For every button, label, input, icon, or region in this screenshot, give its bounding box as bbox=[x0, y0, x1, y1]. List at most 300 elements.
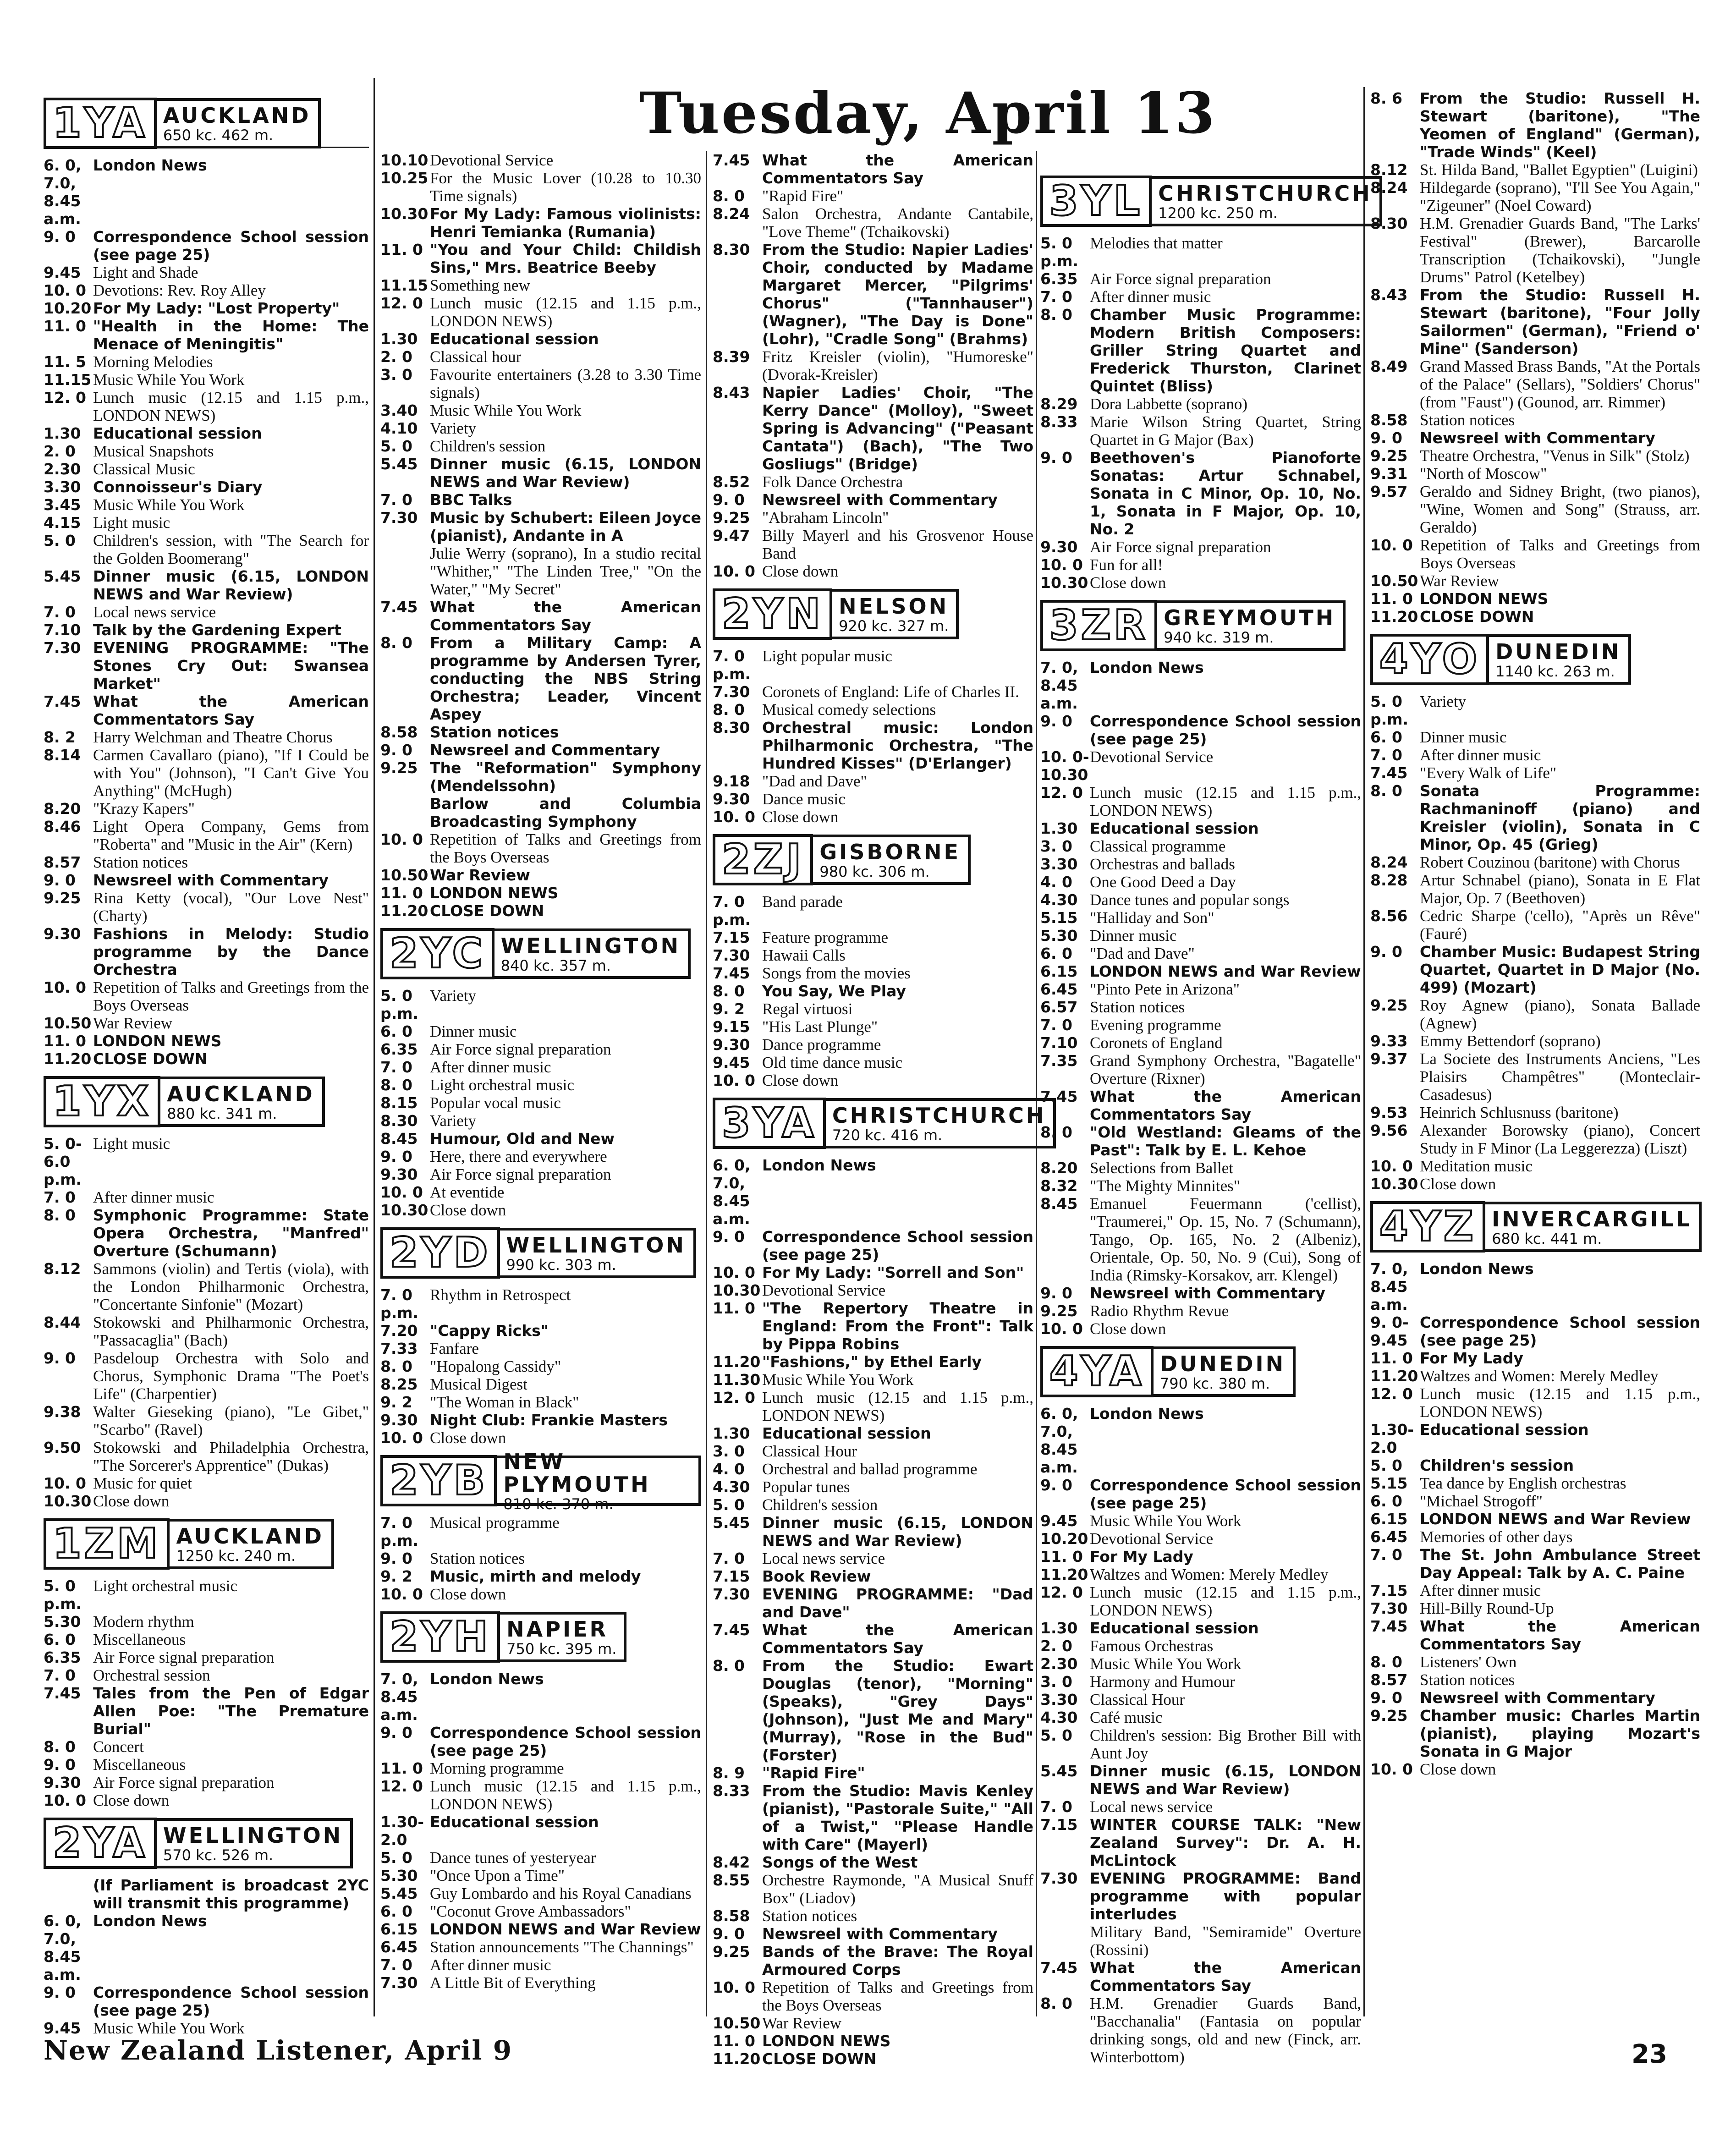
program-description: "The Repertory Theatre in England: From the Front": Talk by Pippa Robins bbox=[762, 1299, 1033, 1353]
program-listing bbox=[1040, 1177, 1361, 1195]
program-listing bbox=[1370, 1175, 1700, 1193]
program-description: Feature programme bbox=[762, 928, 889, 946]
program-description: Variety bbox=[430, 419, 477, 437]
program-time: 8.52 bbox=[713, 473, 750, 491]
program-description: Musical programme bbox=[430, 1514, 560, 1532]
program-listing bbox=[1370, 483, 1700, 536]
program-time bbox=[380, 544, 430, 598]
program-time: 7.45 bbox=[713, 964, 750, 982]
program-time: 9.18 bbox=[713, 772, 750, 790]
program-listing bbox=[44, 1876, 369, 1912]
program-description: Air Force signal preparation bbox=[430, 1165, 611, 1183]
program-time: 9.25 bbox=[713, 509, 750, 527]
page-number: 23 bbox=[1632, 2039, 1667, 2069]
program-time: 1.30 bbox=[380, 330, 418, 348]
program-time: 3.30 bbox=[1040, 1691, 1078, 1709]
program-listing bbox=[1370, 1671, 1700, 1689]
program-listing bbox=[713, 187, 1033, 205]
program-description: Repetition of Talks and Greetings from the Boys Overseas bbox=[762, 1978, 1033, 2014]
station-info bbox=[170, 1519, 334, 1569]
station-info bbox=[1485, 1202, 1702, 1252]
program-listing bbox=[380, 1514, 701, 1549]
program-listing bbox=[44, 1439, 369, 1474]
station-frequency: 810 kc. 370 m. bbox=[503, 1495, 614, 1513]
program-listing bbox=[1040, 909, 1361, 927]
program-time: 7.15 bbox=[1370, 1582, 1408, 1599]
program-listing bbox=[44, 1260, 369, 1313]
program-listing bbox=[380, 1549, 701, 1567]
program-listing bbox=[380, 1322, 701, 1340]
program-time: 10. 0 bbox=[44, 1474, 86, 1492]
program-description: Newsreel and Commentary bbox=[430, 741, 660, 759]
program-description: Station notices bbox=[93, 853, 188, 871]
program-time: 5. 0-6.0 p.m. bbox=[44, 1135, 82, 1188]
program-time: 9.30 bbox=[44, 925, 81, 943]
program-time: 9. 0 bbox=[380, 1724, 412, 1741]
station-info bbox=[157, 98, 321, 148]
program-description: Station notices bbox=[762, 1907, 857, 1925]
program-listing bbox=[1370, 1385, 1700, 1421]
program-description: "Dad and Dave" bbox=[762, 772, 867, 790]
program-time: 8.12 bbox=[44, 1260, 81, 1278]
program-time: 8.43 bbox=[713, 384, 750, 401]
program-listing bbox=[380, 330, 701, 348]
program-description: London News bbox=[762, 1156, 876, 1174]
program-description: After dinner music bbox=[430, 1956, 551, 1974]
program-description: From the Studio: Russell H. Stewart (baritone), "The Yeomen of England" (German), "Trade Winds" (Keel) bbox=[1420, 89, 1700, 161]
program-time: 7.45 bbox=[44, 1684, 81, 1702]
station-callsign: 2ZJ bbox=[713, 834, 813, 885]
program-description: Chamber Music: Budapest String Quartet, Quartet in D Major (No. 499) (Mozart) bbox=[1420, 943, 1700, 996]
station-info bbox=[832, 589, 959, 639]
station-city: GISBORNE bbox=[819, 840, 961, 864]
program-time: 11. 0 bbox=[1370, 590, 1413, 608]
program-description: Close down bbox=[762, 562, 839, 580]
program-listing bbox=[1040, 1959, 1361, 1994]
program-description: Educational session bbox=[1090, 819, 1259, 837]
program-listing bbox=[380, 1201, 701, 1219]
program-time: 9.47 bbox=[713, 527, 750, 544]
program-listing bbox=[380, 1759, 701, 1777]
program-time: 5.45 bbox=[713, 1514, 750, 1532]
program-time: 7. 0, 8.45 a.m. bbox=[1040, 659, 1078, 712]
program-description: London News bbox=[1090, 1405, 1204, 1423]
program-listing bbox=[44, 1014, 369, 1032]
program-listing bbox=[713, 1036, 1033, 1054]
station-header bbox=[380, 1227, 701, 1279]
program-description: Rina Ketty (vocal), "Our Love Nest" (Charty) bbox=[93, 889, 369, 925]
program-listing bbox=[1040, 1994, 1361, 2066]
program-description: "Every Walk of Life" bbox=[1420, 764, 1557, 782]
program-listing bbox=[1040, 1530, 1361, 1548]
program-listing bbox=[1040, 1798, 1361, 1816]
program-description: Chamber music: Charles Martin (pianist), playing Mozart's Sonata in G Major bbox=[1420, 1707, 1700, 1760]
program-time: 10.20 bbox=[1040, 1530, 1088, 1548]
station-callsign: 3YA bbox=[713, 1098, 826, 1149]
station-info bbox=[157, 1818, 353, 1868]
program-description: "Michael Strogoff" bbox=[1420, 1492, 1543, 1510]
station-city: CHRISTCHURCH bbox=[832, 1103, 1046, 1128]
program-time: 9.45 bbox=[1040, 1512, 1078, 1530]
program-description: Music While You Work bbox=[1090, 1512, 1242, 1530]
program-time: 10.30 bbox=[44, 1492, 92, 1510]
program-listing bbox=[1370, 746, 1700, 764]
program-time: 5. 0 bbox=[1040, 1726, 1072, 1744]
program-time: 7. 0, 8.45 a.m. bbox=[1370, 1260, 1408, 1313]
program-listing bbox=[44, 1032, 369, 1050]
program-time: 11.20 bbox=[713, 1353, 761, 1371]
program-listing bbox=[44, 978, 369, 1014]
column-divider bbox=[706, 151, 707, 2016]
program-time: 4.10 bbox=[380, 419, 418, 437]
station-info bbox=[497, 1449, 701, 1513]
program-listing bbox=[44, 299, 369, 317]
program-description: Miscellaneous bbox=[93, 1756, 186, 1774]
program-description: Heinrich Schlusnuss (baritone) bbox=[1420, 1104, 1619, 1121]
program-listing bbox=[380, 1867, 701, 1884]
station-header bbox=[44, 1076, 369, 1127]
station-frequency: 650 kc. 462 m. bbox=[163, 126, 274, 144]
program-description: Light music bbox=[93, 1135, 170, 1153]
program-description: Hildegarde (soprano), "I'll See You Again," "Zigeuner" (Noel Coward) bbox=[1420, 179, 1700, 214]
program-description: At eventide bbox=[430, 1183, 505, 1201]
program-listing bbox=[380, 741, 701, 759]
program-time: 7.15 bbox=[713, 1567, 750, 1585]
program-description: Lunch music (12.15 and 1.15 p.m., LONDON NEWS) bbox=[1420, 1385, 1700, 1421]
program-description: Correspondence School session (see page 25) bbox=[1090, 1476, 1361, 1512]
program-time: 7. 0 bbox=[44, 603, 76, 621]
program-listing bbox=[1040, 998, 1361, 1016]
program-time: 10. 0 bbox=[1370, 536, 1413, 554]
program-listing bbox=[44, 1666, 369, 1684]
column-3 bbox=[713, 151, 1046, 2068]
program-description: Morning Melodies bbox=[93, 353, 213, 371]
program-description: Musical Digest bbox=[430, 1375, 527, 1393]
program-description: Orchestral and ballad programme bbox=[762, 1460, 978, 1478]
program-listing bbox=[380, 1585, 701, 1603]
program-time: 11.20 bbox=[44, 1050, 92, 1068]
program-time: 5. 0 bbox=[713, 1496, 745, 1514]
column-divider bbox=[1036, 151, 1037, 2016]
program-description: Famous Orchestras bbox=[1090, 1637, 1214, 1655]
program-description: What the American Commentators Say bbox=[1090, 1959, 1361, 1994]
program-listing bbox=[1370, 214, 1700, 286]
program-description: Military Band, "Semiramide" Overture (Rossini) bbox=[1090, 1923, 1361, 1959]
program-time: 5.45 bbox=[380, 455, 418, 473]
station-header bbox=[1370, 1201, 1700, 1253]
program-listing bbox=[1040, 574, 1361, 592]
station-info bbox=[813, 835, 971, 885]
program-listing bbox=[1370, 465, 1700, 483]
station-city: DUNEDIN bbox=[1159, 1351, 1286, 1376]
program-time: 7.10 bbox=[1040, 1034, 1078, 1052]
program-description: CLOSE DOWN bbox=[1420, 608, 1534, 626]
program-listing bbox=[713, 1657, 1033, 1764]
station-callsign: 2YC bbox=[380, 928, 494, 979]
program-listing bbox=[713, 1478, 1033, 1496]
program-description: Devotional Service bbox=[430, 151, 554, 169]
program-description: Napier Ladies' Choir, "The Kerry Dance" (Molloy), "Sweet Spring is Advancing" ("Peasant Cantata") (Bach), "The Two Gosliugs" (Bridge) bbox=[762, 384, 1033, 473]
program-description: Café music bbox=[1090, 1709, 1163, 1726]
program-description: "Dad and Dave" bbox=[1090, 945, 1195, 962]
station-info bbox=[1152, 176, 1382, 226]
program-description: Music While You Work bbox=[93, 2019, 245, 2037]
program-listing bbox=[1370, 907, 1700, 943]
program-description: Fashions in Melody: Studio programme by the Dance Orchestra bbox=[93, 925, 369, 978]
station-city: WELLINGTON bbox=[500, 934, 681, 958]
program-time: 7.30 bbox=[713, 1585, 750, 1603]
program-listing bbox=[1040, 1016, 1361, 1034]
program-time: 10.30 bbox=[713, 1281, 761, 1299]
station-frequency: 1200 kc. 250 m. bbox=[1158, 204, 1278, 222]
station-frequency: 920 kc. 327 m. bbox=[839, 617, 949, 635]
station-frequency: 840 kc. 357 m. bbox=[500, 957, 611, 974]
program-listing bbox=[380, 366, 701, 401]
station-header bbox=[1040, 176, 1372, 227]
program-listing bbox=[380, 169, 701, 205]
program-description: For My Lady: Famous violinists: Henri Temianka (Rumania) bbox=[430, 205, 701, 241]
program-time: 9.25 bbox=[1040, 1302, 1078, 1320]
program-time: 5.30 bbox=[1040, 927, 1078, 945]
program-time: 9. 0-9.45 bbox=[1370, 1313, 1409, 1349]
program-time: 6.15 bbox=[1040, 962, 1078, 980]
program-description: What the American Commentators Say bbox=[1420, 1617, 1700, 1653]
program-listing bbox=[44, 1738, 369, 1756]
program-listing bbox=[713, 982, 1033, 1000]
program-description: For the Music Lover (10.28 to 10.30 Time signals) bbox=[430, 169, 701, 205]
program-description: London News bbox=[1090, 659, 1204, 676]
program-listing bbox=[380, 1938, 701, 1956]
program-description: Correspondence School session (see page 25) bbox=[1090, 712, 1361, 748]
program-time: 7.15 bbox=[1040, 1816, 1078, 1834]
program-time: 7. 0 bbox=[1040, 1798, 1072, 1816]
program-description: A Little Bit of Everything bbox=[430, 1974, 596, 1992]
program-time: 5. 0 bbox=[1370, 1456, 1402, 1474]
station-header bbox=[1040, 1346, 1361, 1397]
program-description: Orchestral session bbox=[93, 1666, 210, 1684]
station-frequency: 680 kc. 441 m. bbox=[1492, 1230, 1602, 1247]
program-listing bbox=[380, 544, 701, 598]
program-time: 8. 2 bbox=[44, 728, 76, 746]
program-listing bbox=[713, 1264, 1033, 1281]
program-description: Lunch music (12.15 and 1.15 p.m., LONDON NEWS) bbox=[762, 1389, 1033, 1424]
program-listing bbox=[713, 1853, 1033, 1871]
program-time: 9. 0 bbox=[380, 741, 412, 759]
program-description: Harmony and Humour bbox=[1090, 1673, 1235, 1691]
program-time: 8. 0 bbox=[380, 634, 412, 652]
program-listing bbox=[1040, 1673, 1361, 1691]
program-listing bbox=[713, 1018, 1033, 1036]
program-listing bbox=[1370, 728, 1700, 746]
station-header bbox=[380, 928, 701, 979]
program-listing bbox=[713, 1907, 1033, 1925]
program-description: Pasdeloup Orchestra with Solo and Chorus, Symphonic Drama "The Poet's Life" (Charpentier) bbox=[93, 1349, 369, 1403]
program-time: 3. 0 bbox=[1040, 1673, 1072, 1691]
program-time: 5. 0 bbox=[44, 532, 76, 549]
program-listing bbox=[380, 294, 701, 330]
program-time: 9.25 bbox=[1370, 447, 1408, 465]
program-listing bbox=[380, 1340, 701, 1357]
program-time: 8.25 bbox=[380, 1375, 418, 1393]
program-description: LONDON NEWS bbox=[93, 1032, 222, 1050]
program-listing bbox=[44, 156, 369, 228]
program-time: 10.30 bbox=[380, 205, 429, 223]
program-time: 9.30 bbox=[380, 1411, 418, 1429]
program-listing bbox=[1370, 1528, 1700, 1546]
program-listing bbox=[380, 1920, 701, 1938]
program-time: 3.30 bbox=[1040, 855, 1078, 873]
program-time: 1.30 bbox=[1040, 1619, 1078, 1637]
program-time: 8.30 bbox=[713, 719, 750, 736]
program-time: 8.58 bbox=[380, 723, 418, 741]
program-listing bbox=[713, 151, 1033, 187]
program-description: War Review bbox=[430, 866, 530, 884]
program-listing bbox=[713, 2032, 1033, 2050]
program-time: 3.40 bbox=[380, 401, 418, 419]
program-description: Memories of other days bbox=[1420, 1528, 1573, 1546]
program-listing bbox=[713, 2014, 1033, 2032]
program-description: What the American Commentators Say bbox=[430, 598, 701, 634]
program-time: 8.44 bbox=[44, 1313, 81, 1331]
program-description: What the American Commentators Say bbox=[1090, 1088, 1361, 1123]
program-description: CLOSE DOWN bbox=[93, 1050, 208, 1068]
program-description: Coronets of England bbox=[1090, 1034, 1223, 1052]
program-listing bbox=[44, 603, 369, 621]
program-time: 8. 0 bbox=[44, 1738, 76, 1756]
program-time: 9. 0 bbox=[1370, 943, 1402, 961]
column-divider bbox=[1363, 87, 1365, 2016]
program-time: 7.45 bbox=[380, 598, 418, 616]
program-listing bbox=[1370, 590, 1700, 608]
program-listing bbox=[1040, 1405, 1361, 1476]
program-description: Carmen Cavallaro (piano), "If I Could be with You" (Johnson), "I Can't Give You Anything" (McHugh) bbox=[93, 746, 369, 800]
program-listing bbox=[1040, 962, 1361, 980]
program-time: 4.30 bbox=[713, 1478, 750, 1496]
program-description: Grand Massed Brass Bands, "At the Portals of the Palace" (Sellars), "Soldiers' Chorus" (from "Faust") (Gounod, arr. Rimmer) bbox=[1420, 357, 1700, 411]
program-time: 8. 0 bbox=[44, 1206, 76, 1224]
program-listing bbox=[713, 647, 1033, 683]
program-description: Orchestral music: London Philharmonic Orchestra, "The Hundred Kisses" (D'Erlanger) bbox=[762, 719, 1033, 772]
program-listing bbox=[44, 1313, 369, 1349]
program-listing bbox=[1040, 659, 1361, 712]
program-time: 8.45 bbox=[380, 1130, 418, 1148]
program-listing bbox=[1040, 1548, 1361, 1566]
program-time: 9.30 bbox=[713, 790, 750, 808]
station-callsign: 3ZR bbox=[1040, 600, 1157, 651]
program-description: Lunch music (12.15 and 1.15 p.m., LONDON NEWS) bbox=[93, 389, 369, 424]
program-time: 9.30 bbox=[713, 1036, 750, 1054]
program-description: Station notices bbox=[430, 723, 559, 741]
program-description: From a Military Camp: A programme by Andersen Tyrer, conducting the NBS String Orchestra; Leader, Vincent Aspey bbox=[430, 634, 701, 723]
program-description: Musical Snapshots bbox=[93, 442, 214, 460]
program-description: Cedric Sharpe ('cello), "Après un Rêve" (Fauré) bbox=[1420, 907, 1700, 943]
program-description: Station notices bbox=[430, 1549, 525, 1567]
station-city: NELSON bbox=[839, 594, 949, 619]
program-listing bbox=[1370, 782, 1700, 853]
program-listing bbox=[44, 1983, 369, 2019]
program-time: 9. 0 bbox=[1040, 712, 1072, 730]
program-time: 9. 0 bbox=[1040, 449, 1072, 467]
program-listing bbox=[380, 723, 701, 741]
program-listing bbox=[44, 371, 369, 389]
program-listing bbox=[1040, 413, 1361, 449]
program-description: Devotional Service bbox=[1090, 1530, 1214, 1548]
program-listing bbox=[1370, 357, 1700, 411]
program-listing bbox=[44, 1206, 369, 1260]
program-listing bbox=[44, 1403, 369, 1439]
program-time: 9. 0 bbox=[380, 1549, 412, 1567]
column-2 bbox=[380, 151, 701, 1992]
program-listing bbox=[1370, 1510, 1700, 1528]
program-time: 8.33 bbox=[1040, 413, 1078, 431]
program-time: 8.57 bbox=[1370, 1671, 1408, 1689]
program-time: 10.20 bbox=[44, 299, 92, 317]
program-listing bbox=[380, 634, 701, 723]
program-description: "Rapid Fire" bbox=[762, 1764, 865, 1782]
program-listing bbox=[380, 1429, 701, 1447]
program-listing bbox=[1040, 891, 1361, 909]
station-city: WELLINGTON bbox=[163, 1823, 343, 1848]
program-time: 3. 0 bbox=[713, 1442, 745, 1460]
program-listing bbox=[713, 1925, 1033, 1943]
program-description: Repetition of Talks and Greetings from the Boys Overseas bbox=[93, 978, 369, 1014]
program-time: 10. 0 bbox=[44, 1791, 86, 1809]
program-time: 8.32 bbox=[1040, 1177, 1078, 1195]
program-time: 6.35 bbox=[1040, 270, 1078, 288]
program-description: "The Woman in Black" bbox=[430, 1393, 579, 1411]
program-description: Dance programme bbox=[762, 1036, 881, 1054]
program-listing bbox=[1040, 234, 1361, 270]
program-description: For My Lady bbox=[1420, 1349, 1523, 1367]
program-time: 7.45 bbox=[1040, 1088, 1078, 1105]
program-listing bbox=[44, 818, 369, 853]
program-listing bbox=[713, 1978, 1033, 2014]
program-listing bbox=[44, 317, 369, 353]
station-callsign: 4YA bbox=[1040, 1346, 1154, 1397]
program-time: 11.20 bbox=[1040, 1566, 1088, 1583]
program-time: 4.15 bbox=[44, 514, 81, 532]
program-listing bbox=[1040, 1302, 1361, 1320]
program-description: After dinner music bbox=[93, 1188, 214, 1206]
program-time: 8.46 bbox=[44, 818, 81, 835]
program-description: From the Studio: Napier Ladies' Choir, conducted by Madame Margaret Mercer, "Pilgrims' Chorus" ("Tannhauser") (Wagner), "The Day is Done" (Lohr), "Cradle Song" (Brahms) bbox=[762, 241, 1033, 348]
program-description: Variety bbox=[430, 1112, 477, 1130]
program-time: 7. 0 bbox=[380, 1058, 412, 1076]
program-time: 5.45 bbox=[44, 567, 81, 585]
station-frequency: 980 kc. 306 m. bbox=[819, 863, 930, 880]
program-listing bbox=[1040, 395, 1361, 413]
program-time: 8. 0 bbox=[1370, 1653, 1402, 1671]
program-listing bbox=[713, 1228, 1033, 1264]
program-description: Orchestras and ballads bbox=[1090, 855, 1235, 873]
program-time: 8.39 bbox=[713, 348, 750, 366]
program-listing bbox=[44, 1648, 369, 1666]
program-description: Music for quiet bbox=[93, 1474, 192, 1492]
program-listing bbox=[713, 1585, 1033, 1621]
program-listing bbox=[380, 455, 701, 491]
program-description: Local news service bbox=[762, 1549, 885, 1567]
program-time: 8. 0 bbox=[1040, 306, 1072, 324]
program-listing bbox=[380, 1058, 701, 1076]
program-listing bbox=[380, 1183, 701, 1201]
program-description: H.M. Grenadier Guards Band, "Bacchanalia" (Fantasia on popular drinking songs, old and new (Finck, arr. Winterbottom) bbox=[1090, 1994, 1361, 2066]
program-description: Songs from the movies bbox=[762, 964, 911, 982]
program-listing bbox=[1040, 1583, 1361, 1619]
program-listing bbox=[1040, 1159, 1361, 1177]
program-time: 8. 0 bbox=[713, 701, 745, 719]
program-description: Artur Schnabel (piano), Sonata in E Flat Major, Op. 7 (Beethoven) bbox=[1420, 871, 1700, 907]
program-description: Station notices bbox=[1420, 1671, 1515, 1689]
